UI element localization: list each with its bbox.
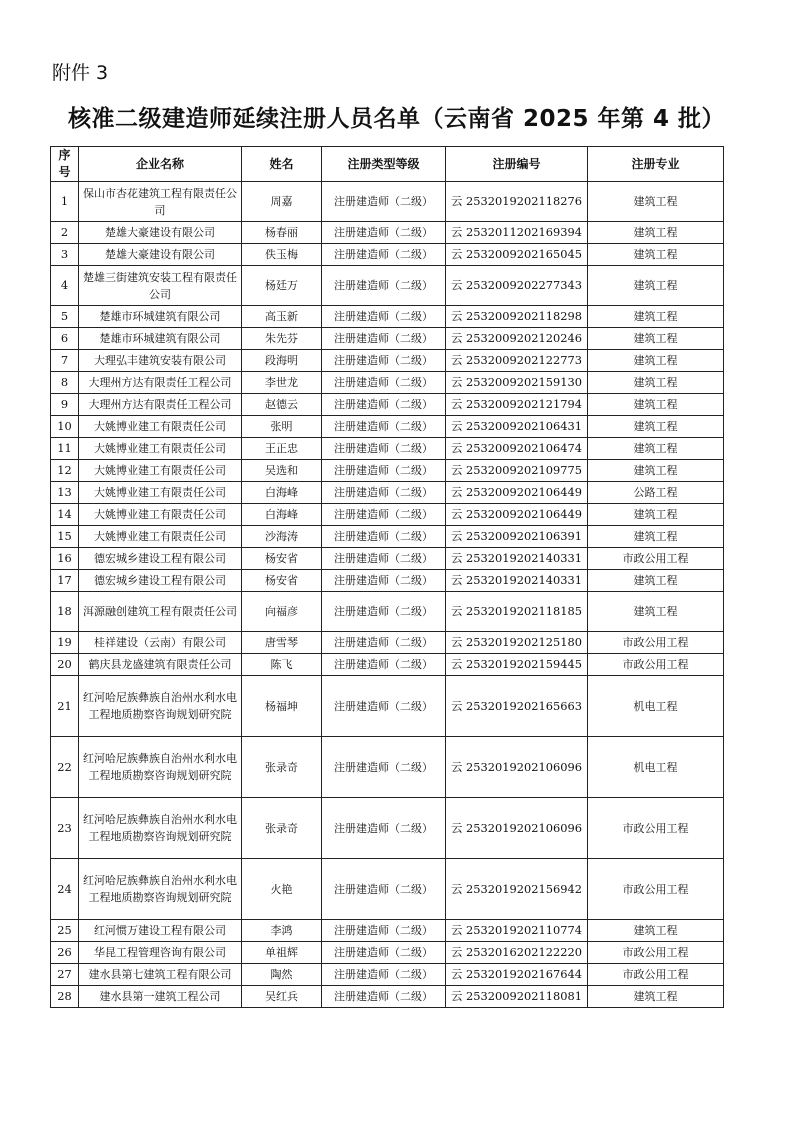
row-index: 22 — [51, 737, 79, 798]
person-name: 张录奇 — [242, 737, 322, 798]
registration-type: 注册建造师（二级） — [322, 654, 446, 676]
table-header-row — [51, 147, 724, 182]
table-row — [51, 372, 724, 394]
table-row — [51, 676, 724, 737]
header-company: 企业名称 — [79, 147, 242, 182]
registration-type: 注册建造师（二级） — [322, 306, 446, 328]
registration-number: 云 2532019202165663 — [446, 676, 588, 737]
company-name: 楚雄大豪建设有限公司 — [79, 244, 242, 266]
company-name: 红河惯万建设工程有限公司 — [79, 920, 242, 942]
registration-number: 云 2532019202140331 — [446, 570, 588, 592]
company-name: 大理弘丰建筑安装有限公司 — [79, 350, 242, 372]
person-name: 高玉新 — [242, 306, 322, 328]
table-row — [51, 798, 724, 859]
registration-specialty: 建筑工程 — [588, 416, 724, 438]
registration-number: 云 2532009202106449 — [446, 504, 588, 526]
registration-type: 注册建造师（二级） — [322, 328, 446, 350]
row-index: 13 — [51, 482, 79, 504]
company-name: 建水县第一建筑工程公司 — [79, 986, 242, 1008]
company-name: 楚雄市环城建筑有限公司 — [79, 328, 242, 350]
person-name: 陶然 — [242, 964, 322, 986]
registration-specialty: 机电工程 — [588, 737, 724, 798]
row-index: 16 — [51, 548, 79, 570]
row-index: 15 — [51, 526, 79, 548]
table-row — [51, 942, 724, 964]
registration-number: 云 2532019202106096 — [446, 798, 588, 859]
registration-specialty: 建筑工程 — [588, 570, 724, 592]
table-row — [51, 964, 724, 986]
table-row — [51, 592, 724, 632]
row-index: 7 — [51, 350, 79, 372]
table-row — [51, 266, 724, 306]
row-index: 2 — [51, 222, 79, 244]
registration-specialty: 市政公用工程 — [588, 548, 724, 570]
registration-type: 注册建造师（二级） — [322, 222, 446, 244]
registration-specialty: 建筑工程 — [588, 222, 724, 244]
registration-number: 云 2532009202106391 — [446, 526, 588, 548]
table-row — [51, 222, 724, 244]
company-name: 保山市杏花建筑工程有限责任公司 — [79, 182, 242, 222]
table-row — [51, 482, 724, 504]
company-name: 洱源融创建筑工程有限责任公司 — [79, 592, 242, 632]
person-name: 杨安省 — [242, 570, 322, 592]
table-row — [51, 416, 724, 438]
registration-type: 注册建造师（二级） — [322, 798, 446, 859]
row-index: 18 — [51, 592, 79, 632]
registration-type: 注册建造师（二级） — [322, 504, 446, 526]
person-name: 沙海涛 — [242, 526, 322, 548]
registration-number: 云 2532019202140331 — [446, 548, 588, 570]
registration-number: 云 2532009202106449 — [446, 482, 588, 504]
company-name: 桂祥建设（云南）有限公司 — [79, 632, 242, 654]
registration-type: 注册建造师（二级） — [322, 266, 446, 306]
header-name: 姓名 — [242, 147, 322, 182]
row-index: 9 — [51, 394, 79, 416]
registration-type: 注册建造师（二级） — [322, 632, 446, 654]
registration-number: 云 2532019202167644 — [446, 964, 588, 986]
company-name: 大姚博业建工有限责任公司 — [79, 438, 242, 460]
registration-number: 云 2532009202120246 — [446, 328, 588, 350]
registration-specialty: 建筑工程 — [588, 920, 724, 942]
registration-number: 云 2532016202122220 — [446, 942, 588, 964]
row-index: 21 — [51, 676, 79, 737]
person-name: 周嘉 — [242, 182, 322, 222]
company-name: 大姚博业建工有限责任公司 — [79, 482, 242, 504]
person-name: 火艳 — [242, 859, 322, 920]
registration-specialty: 建筑工程 — [588, 244, 724, 266]
registration-type: 注册建造师（二级） — [322, 548, 446, 570]
registration-specialty: 市政公用工程 — [588, 964, 724, 986]
table-row — [51, 328, 724, 350]
table-row — [51, 986, 724, 1008]
registration-specialty: 建筑工程 — [588, 504, 724, 526]
row-index: 26 — [51, 942, 79, 964]
registration-specialty: 市政公用工程 — [588, 632, 724, 654]
row-index: 20 — [51, 654, 79, 676]
table-row — [51, 632, 724, 654]
table-row — [51, 182, 724, 222]
registration-number: 云 2532019202159445 — [446, 654, 588, 676]
registration-specialty: 市政公用工程 — [588, 798, 724, 859]
registration-type: 注册建造师（二级） — [322, 460, 446, 482]
attachment-label: 附件 3 — [52, 62, 109, 84]
registration-type: 注册建造师（二级） — [322, 859, 446, 920]
document-title: 核准二级建造师延续注册人员名单（云南省 2025 年第 4 批） — [67, 106, 726, 132]
row-index: 6 — [51, 328, 79, 350]
company-name: 红河哈尼族彝族自治州水利水电工程地质勘察咨询规划研究院 — [79, 676, 242, 737]
registration-specialty: 市政公用工程 — [588, 859, 724, 920]
row-index: 28 — [51, 986, 79, 1008]
row-index: 12 — [51, 460, 79, 482]
table-row — [51, 394, 724, 416]
registration-specialty: 市政公用工程 — [588, 654, 724, 676]
company-name: 大姚博业建工有限责任公司 — [79, 526, 242, 548]
company-name: 大姚博业建工有限责任公司 — [79, 416, 242, 438]
company-name: 德宏城乡建设工程有限公司 — [79, 570, 242, 592]
row-index: 11 — [51, 438, 79, 460]
company-name: 鹤庆县龙盛建筑有限责任公司 — [79, 654, 242, 676]
registration-type: 注册建造师（二级） — [322, 372, 446, 394]
registration-type: 注册建造师（二级） — [322, 526, 446, 548]
person-name: 朱先芬 — [242, 328, 322, 350]
registration-number: 云 2532019202118276 — [446, 182, 588, 222]
registration-number: 云 2532019202118185 — [446, 592, 588, 632]
registration-number: 云 2532009202122773 — [446, 350, 588, 372]
table-row — [51, 504, 724, 526]
person-name: 白海峰 — [242, 504, 322, 526]
registration-number: 云 2532019202156942 — [446, 859, 588, 920]
registration-number: 云 2532019202110774 — [446, 920, 588, 942]
registration-specialty: 建筑工程 — [588, 592, 724, 632]
registration-type: 注册建造师（二级） — [322, 416, 446, 438]
table-row — [51, 244, 724, 266]
company-name: 红河哈尼族彝族自治州水利水电工程地质勘察咨询规划研究院 — [79, 798, 242, 859]
person-name: 杨安省 — [242, 548, 322, 570]
person-name: 向福彦 — [242, 592, 322, 632]
registration-specialty: 建筑工程 — [588, 306, 724, 328]
registration-type: 注册建造师（二级） — [322, 394, 446, 416]
row-index: 8 — [51, 372, 79, 394]
registration-type: 注册建造师（二级） — [322, 350, 446, 372]
registration-specialty: 建筑工程 — [588, 394, 724, 416]
row-index: 3 — [51, 244, 79, 266]
person-name: 李鸿 — [242, 920, 322, 942]
table-row — [51, 859, 724, 920]
registration-type: 注册建造师（二级） — [322, 942, 446, 964]
registration-number: 云 2532009202106474 — [446, 438, 588, 460]
registration-specialty: 公路工程 — [588, 482, 724, 504]
registration-type: 注册建造师（二级） — [322, 570, 446, 592]
registration-table — [50, 146, 724, 1008]
registration-specialty: 建筑工程 — [588, 460, 724, 482]
row-index: 4 — [51, 266, 79, 306]
registration-type: 注册建造师（二级） — [322, 920, 446, 942]
row-index: 10 — [51, 416, 79, 438]
person-name: 白海峰 — [242, 482, 322, 504]
registration-type: 注册建造师（二级） — [322, 964, 446, 986]
table-row — [51, 350, 724, 372]
table-row — [51, 920, 724, 942]
table-row — [51, 654, 724, 676]
company-name: 建水县第七建筑工程有限公司 — [79, 964, 242, 986]
registration-type: 注册建造师（二级） — [322, 592, 446, 632]
registration-type: 注册建造师（二级） — [322, 676, 446, 737]
table-row — [51, 570, 724, 592]
row-index: 27 — [51, 964, 79, 986]
company-name: 红河哈尼族彝族自治州水利水电工程地质勘察咨询规划研究院 — [79, 737, 242, 798]
registration-number: 云 2532011202169394 — [446, 222, 588, 244]
person-name: 段海明 — [242, 350, 322, 372]
person-name: 唐雪琴 — [242, 632, 322, 654]
registration-type: 注册建造师（二级） — [322, 182, 446, 222]
registration-specialty: 建筑工程 — [588, 438, 724, 460]
registration-type: 注册建造师（二级） — [322, 244, 446, 266]
person-name: 吴选和 — [242, 460, 322, 482]
person-name: 杨福坤 — [242, 676, 322, 737]
row-index: 1 — [51, 182, 79, 222]
person-name: 杨春丽 — [242, 222, 322, 244]
registration-specialty: 建筑工程 — [588, 266, 724, 306]
header-index: 序号 — [51, 147, 79, 182]
person-name: 李世龙 — [242, 372, 322, 394]
registration-specialty: 建筑工程 — [588, 350, 724, 372]
registration-type: 注册建造师（二级） — [322, 737, 446, 798]
person-name: 单祖辉 — [242, 942, 322, 964]
registration-number: 云 2532009202121794 — [446, 394, 588, 416]
person-name: 陈飞 — [242, 654, 322, 676]
registration-number: 云 2532009202106431 — [446, 416, 588, 438]
registration-specialty: 机电工程 — [588, 676, 724, 737]
table-row — [51, 438, 724, 460]
registration-number: 云 2532019202106096 — [446, 737, 588, 798]
table-row — [51, 737, 724, 798]
registration-specialty: 建筑工程 — [588, 372, 724, 394]
registration-specialty: 建筑工程 — [588, 986, 724, 1008]
person-name: 吴红兵 — [242, 986, 322, 1008]
registration-specialty: 建筑工程 — [588, 328, 724, 350]
registration-number: 云 2532009202277343 — [446, 266, 588, 306]
header-number: 注册编号 — [446, 147, 588, 182]
row-index: 14 — [51, 504, 79, 526]
company-name: 大理州方达有限责任工程公司 — [79, 394, 242, 416]
person-name: 张录奇 — [242, 798, 322, 859]
company-name: 大姚博业建工有限责任公司 — [79, 504, 242, 526]
row-index: 17 — [51, 570, 79, 592]
company-name: 楚雄三街建筑安装工程有限责任公司 — [79, 266, 242, 306]
table-row — [51, 460, 724, 482]
person-name: 王正忠 — [242, 438, 322, 460]
registration-number: 云 2532009202118298 — [446, 306, 588, 328]
row-index: 25 — [51, 920, 79, 942]
table-row — [51, 548, 724, 570]
company-name: 大姚博业建工有限责任公司 — [79, 460, 242, 482]
registration-specialty: 建筑工程 — [588, 182, 724, 222]
registration-type: 注册建造师（二级） — [322, 986, 446, 1008]
company-name: 楚雄市环城建筑有限公司 — [79, 306, 242, 328]
registration-number: 云 2532009202165045 — [446, 244, 588, 266]
registration-number: 云 2532009202159130 — [446, 372, 588, 394]
header-specialty: 注册专业 — [588, 147, 724, 182]
registration-number: 云 2532009202109775 — [446, 460, 588, 482]
person-name: 张明 — [242, 416, 322, 438]
company-name: 楚雄大豪建设有限公司 — [79, 222, 242, 244]
company-name: 大理州方达有限责任工程公司 — [79, 372, 242, 394]
registration-type: 注册建造师（二级） — [322, 482, 446, 504]
registration-specialty: 建筑工程 — [588, 526, 724, 548]
person-name: 杨廷万 — [242, 266, 322, 306]
company-name: 红河哈尼族彝族自治州水利水电工程地质勘察咨询规划研究院 — [79, 859, 242, 920]
company-name: 华昆工程管理咨询有限公司 — [79, 942, 242, 964]
row-index: 19 — [51, 632, 79, 654]
table-row — [51, 306, 724, 328]
registration-specialty: 市政公用工程 — [588, 942, 724, 964]
row-index: 23 — [51, 798, 79, 859]
row-index: 24 — [51, 859, 79, 920]
person-name: 赵德云 — [242, 394, 322, 416]
company-name: 德宏城乡建设工程有限公司 — [79, 548, 242, 570]
registration-number: 云 2532009202118081 — [446, 986, 588, 1008]
person-name: 佚玉梅 — [242, 244, 322, 266]
header-type: 注册类型等级 — [322, 147, 446, 182]
table-row — [51, 526, 724, 548]
registration-number: 云 2532019202125180 — [446, 632, 588, 654]
row-index: 5 — [51, 306, 79, 328]
registration-type: 注册建造师（二级） — [322, 438, 446, 460]
